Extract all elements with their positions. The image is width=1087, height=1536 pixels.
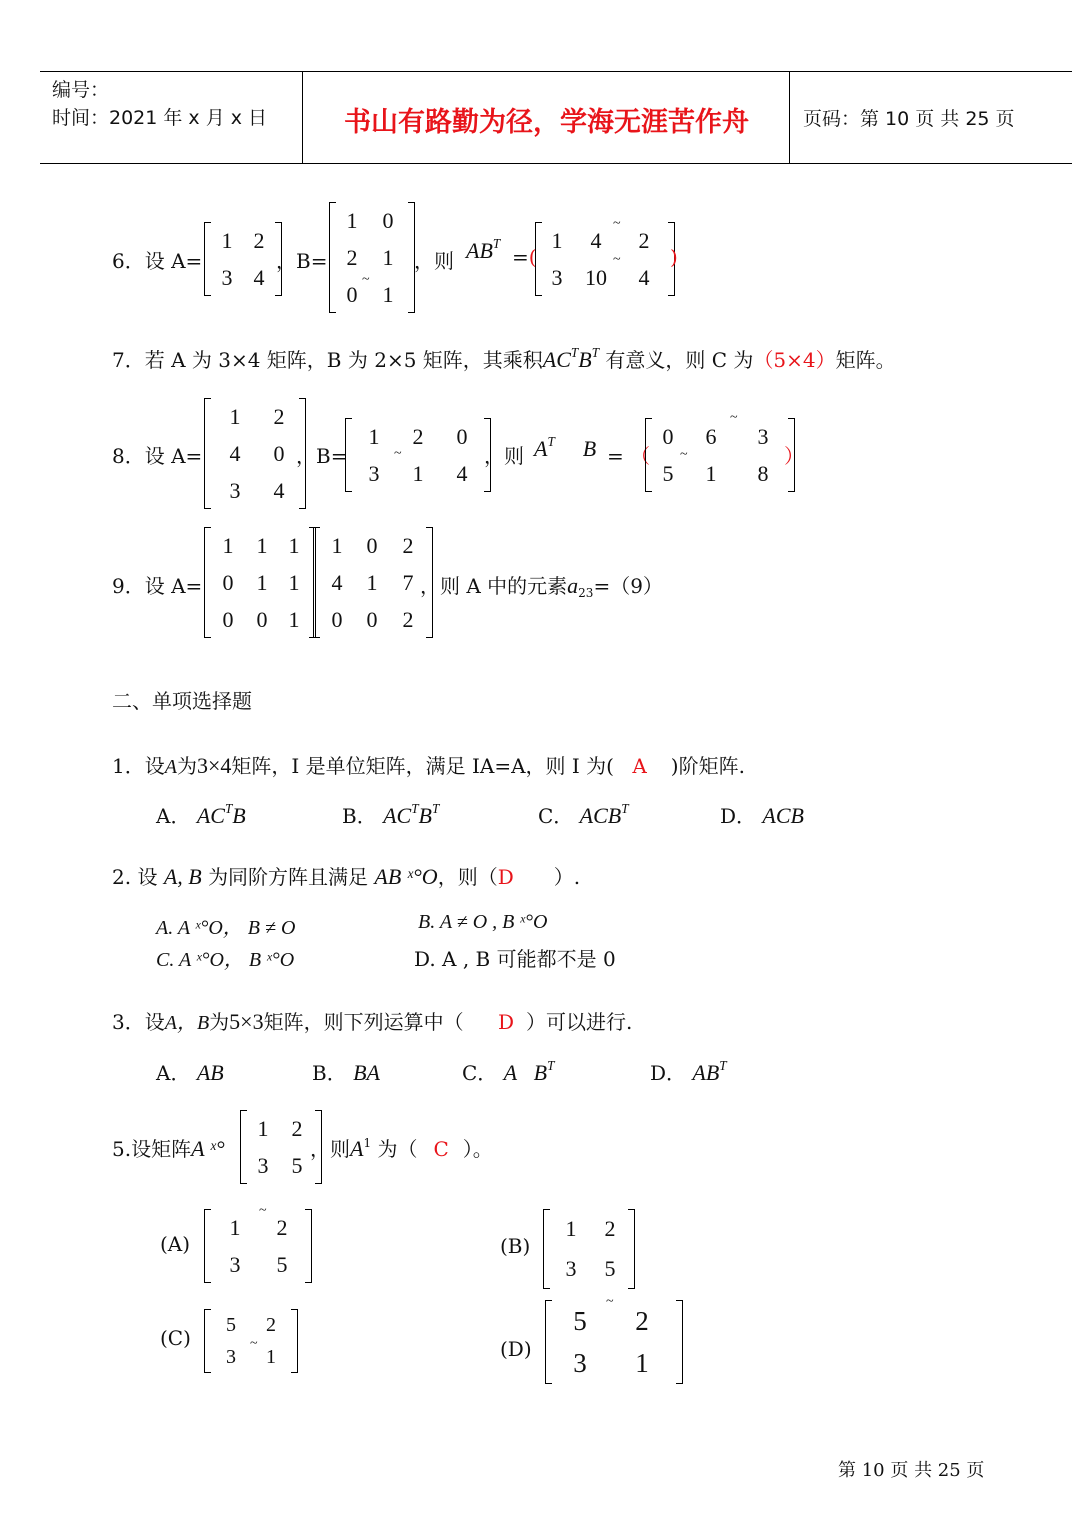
c2-option-d: D. A , B 可能都不是 0 (414, 947, 616, 971)
c1-stem: 1．设A为3×4矩阵，I 是单位矩阵，满足 IA=A，则 I 为( A )阶矩阵. (112, 753, 745, 778)
q6-mid: ，B= (276, 249, 328, 273)
q6-answer-matrix: 1 4 2 3 10 4 (535, 222, 675, 296)
c5-label-b: (B) (500, 1234, 531, 1258)
q6-expr: $AB^T$ (466, 236, 501, 263)
c2-stem: 2. 设 A, B 为同阶方阵且满足 AB ˣ°O，则（D ）. (112, 864, 581, 889)
c3-option-b: B． BA (312, 1060, 380, 1085)
c2-option-b: B. A ≠ O , B ˣ°O (418, 911, 548, 933)
q6-tilde-mark: ~ (362, 272, 370, 287)
c5d-tilde: ~ (606, 1294, 614, 1309)
q9-matrix-2: 1 0 2 4 1 7 0 0 2 (313, 527, 433, 638)
c1-option-a: A． $AC^TB$ (156, 801, 246, 828)
q6-then: ，则 (414, 249, 454, 273)
q8-tilde-mark: ~ (394, 446, 402, 461)
c3-option-a: A． AB (156, 1060, 224, 1085)
motto: 书山有路勤为径，学海无涯苦作舟 (344, 107, 749, 138)
q6-prefix: 6．设 A= (112, 249, 203, 273)
c3-stem: 3．设A，B为5×3矩阵，则下列运算中（ D ）可以进行. (112, 1009, 633, 1034)
q8-matrix-b: 1 2 0 3 1 4 (345, 418, 491, 492)
c5-stem-rest: ，则$A^1$ 为（ C ）。 (310, 1136, 493, 1161)
c2-option-c: C. A ˣ°O， B ˣ°O (156, 949, 295, 971)
q6-matrix-b: 1 0 2 1 0 1 (329, 202, 415, 313)
q9-matrix-1: 1 1 1 0 1 1 0 0 1 (204, 527, 316, 638)
c1-option-b: B． $AC^TB^T$ (342, 801, 440, 828)
q8-then: ，则 (484, 444, 524, 468)
c5-label-a: (A) (160, 1232, 191, 1256)
q6-matrix-a: 1 2 3 4 (204, 222, 282, 296)
c5-option-c-matrix: 5 2 3 1 (204, 1309, 298, 1373)
q9-prefix: 9．设 A= (112, 574, 203, 598)
c5-label-d: (D) (500, 1337, 532, 1361)
q7-line: 7．若 A 为 3×4 矩阵，B 为 2×5 矩阵，其乘积$AC^TB^T$ 有意义，则 C 为（5×4）矩阵。 (112, 345, 896, 372)
c5-label-c: (C) (160, 1326, 191, 1350)
c5c-tilde: ~ (250, 1336, 258, 1351)
q8-answer-matrix: 0 6 3 5 1 8 (645, 418, 795, 492)
time-label: 时间：2021 年 x 月 x 日 (52, 107, 268, 129)
c5-option-d-matrix: 5 2 3 1 (545, 1300, 683, 1384)
q9-text: ，则 A 中的元素$a_{23}=(9)$ (420, 573, 663, 601)
q6-eq: =( (512, 245, 537, 269)
c1-option-c: C． $ACB^T$ (538, 801, 629, 828)
header-page-number: 页码：第 10 页 共 25 页 (803, 108, 1015, 130)
header-top-rule (40, 71, 1072, 72)
q8-eq: = （ (607, 444, 651, 468)
q8-matrix-a: 1 2 4 0 3 4 (204, 398, 306, 509)
c5-option-b-matrix: 1 2 3 5 (543, 1209, 635, 1289)
q8-close-paren: ） (784, 444, 804, 468)
serial-label: 编号： (52, 79, 110, 101)
c3-option-d: D． $AB^T$ (650, 1058, 727, 1085)
c5-option-a-matrix: 1 2 3 5 (204, 1209, 312, 1283)
header-meta (52, 76, 267, 132)
q8-prefix: 8．设 A= (112, 444, 203, 468)
q6-ans-tilde-2: ~ (613, 252, 621, 267)
q8-ans-tilde-2: ~ (680, 447, 688, 462)
c3-option-c: C． A $B^T$ (462, 1058, 555, 1085)
c5a-tilde: ~ (259, 1203, 267, 1218)
c1-option-d: D． ACB (720, 803, 804, 828)
q8-ans-tilde-1: ~ (730, 410, 738, 425)
c2-option-a: A. A ˣ°O， B ≠ O (156, 917, 296, 939)
section-title: 二、单项选择题 (112, 689, 252, 713)
c5-prefix: 5.设矩阵A ˣ° (112, 1136, 225, 1161)
q6-close-paren: ) (670, 245, 678, 269)
q6-ans-tilde-1: ~ (613, 216, 621, 231)
c5-matrix: 1 2 3 5 (240, 1110, 322, 1184)
footer-page-number: 第 10 页 共 25 页 (838, 1460, 985, 1481)
q8-expr: $A^T$ B (534, 434, 597, 461)
q8-mid: ，B= (296, 444, 348, 468)
header-bottom-rule (40, 163, 1072, 164)
